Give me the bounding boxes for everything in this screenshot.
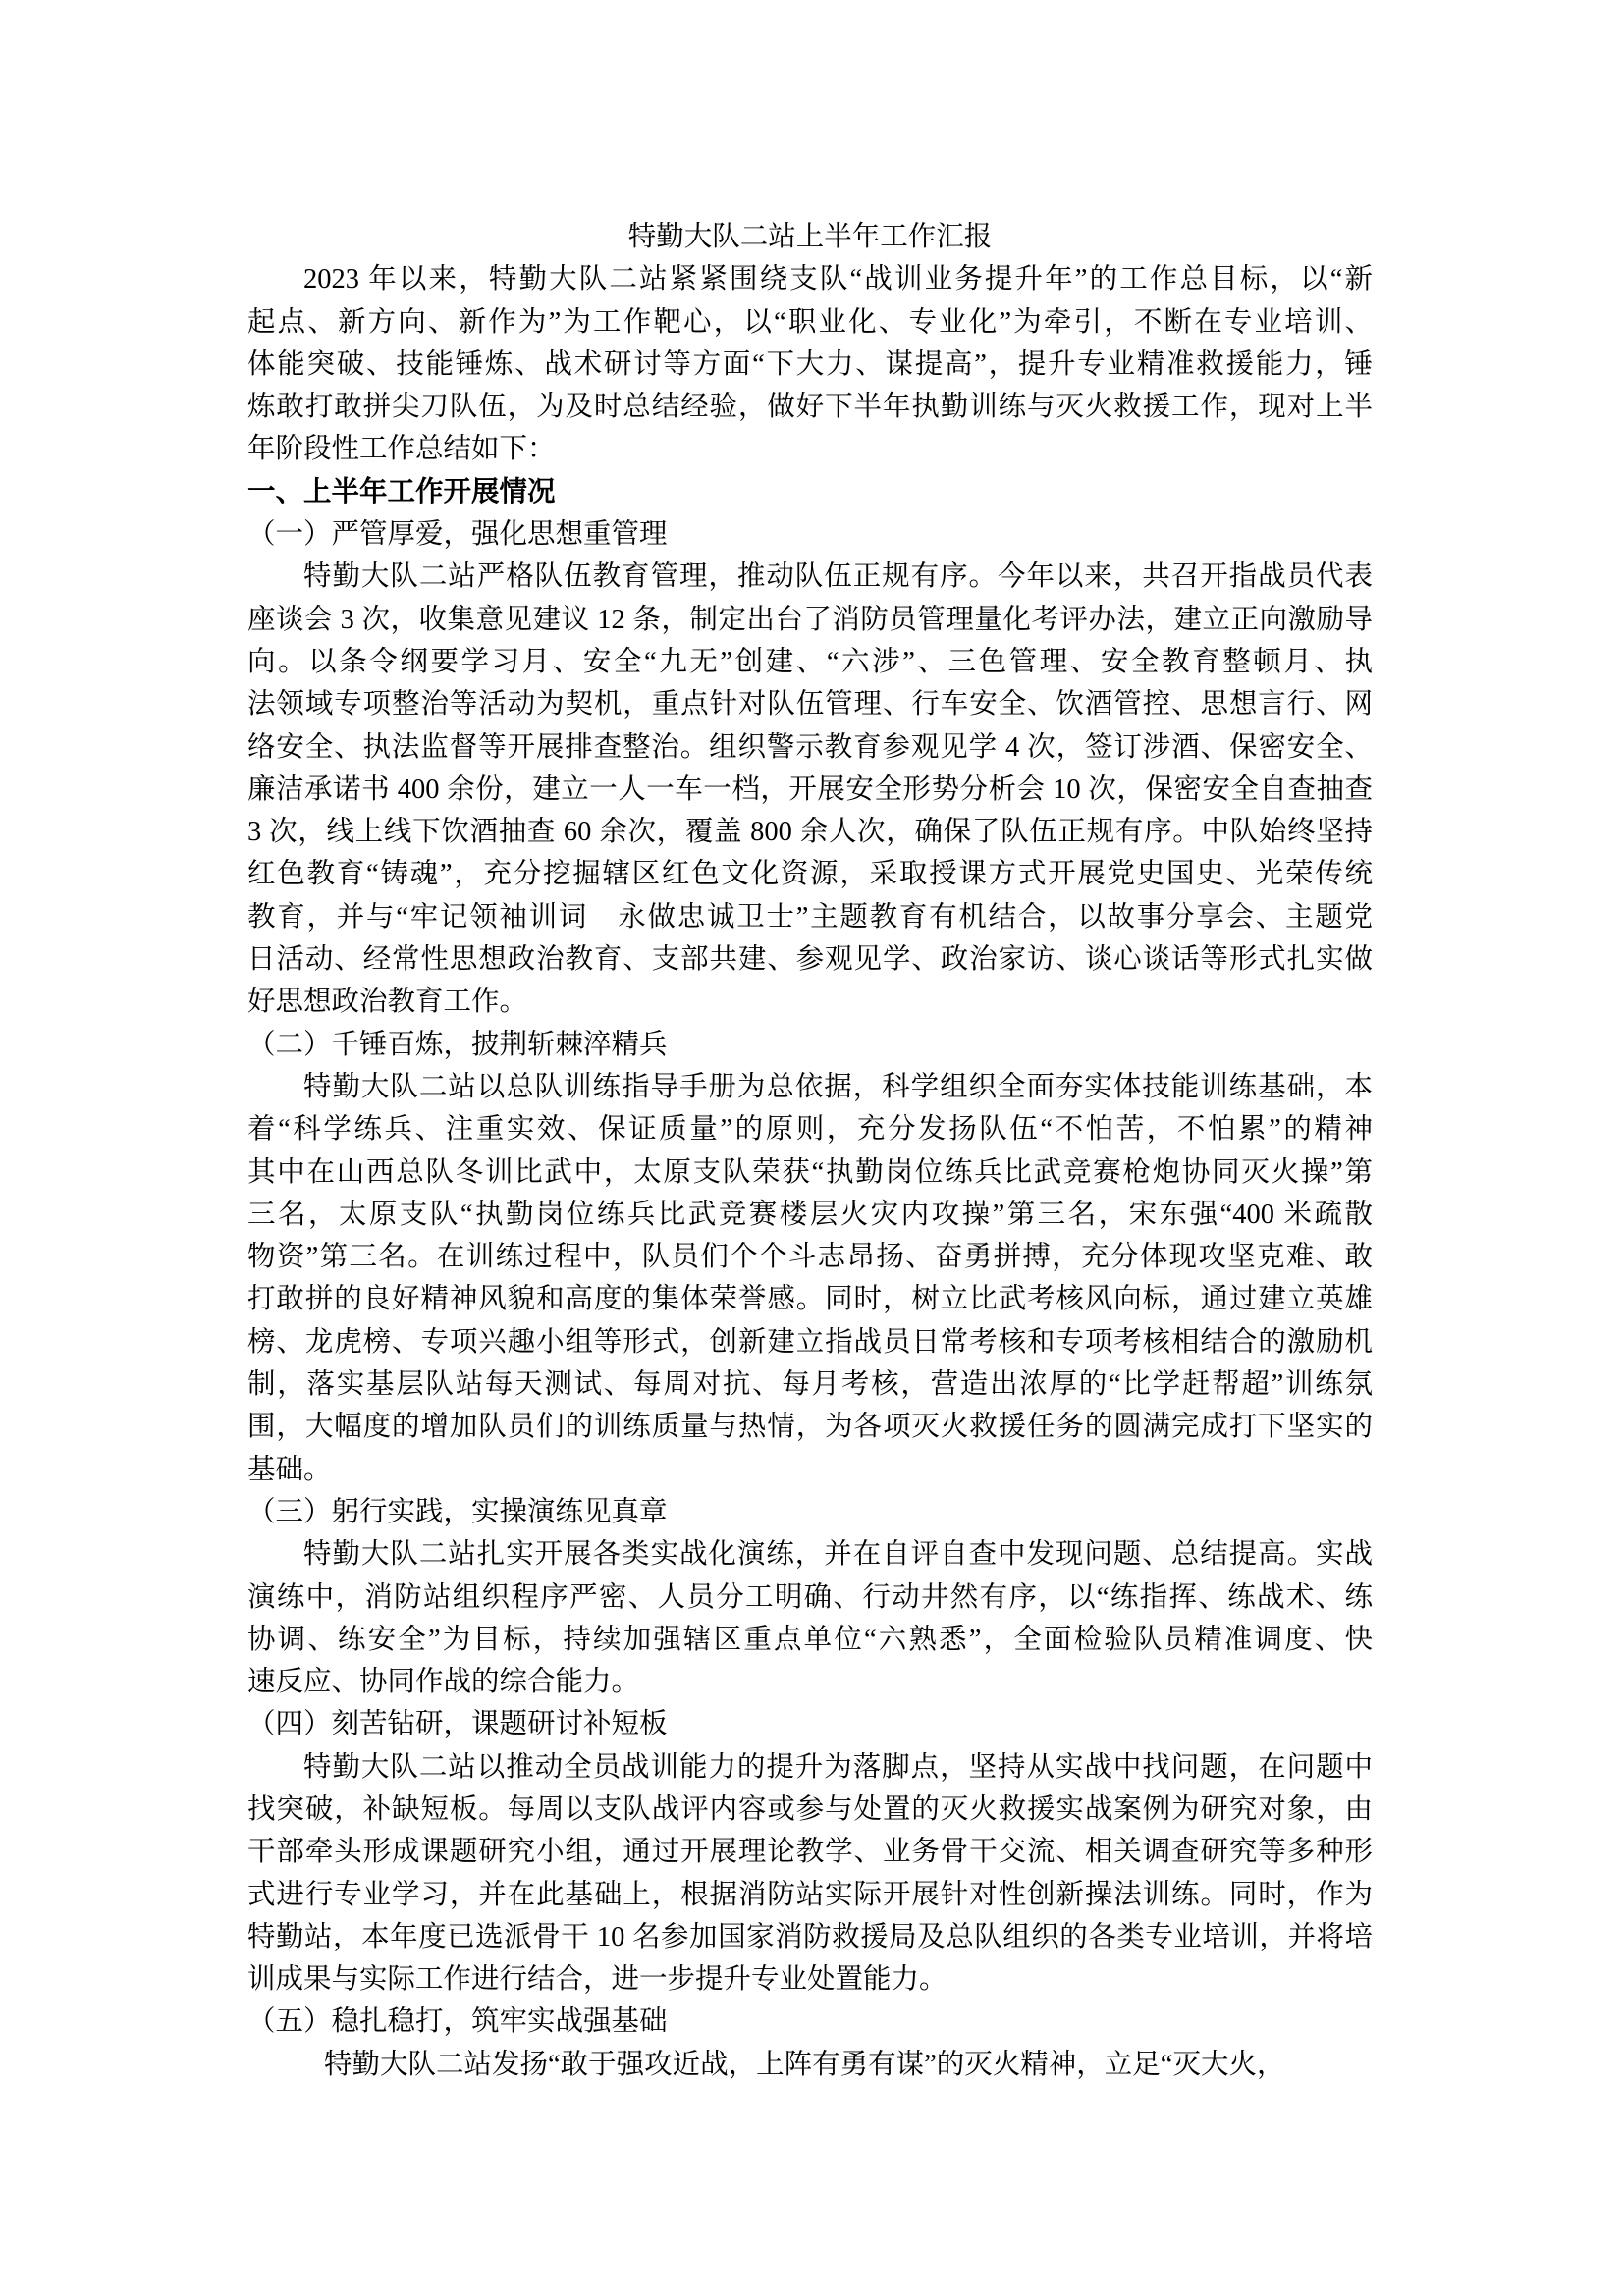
text-line: 协调、练安全”为目标，持续加强辖区重点单位“六熟悉”，全面检验队员精准调度、快: [247, 1624, 1373, 1655]
text-line: 速反应、协同作战的综合能力。: [247, 1667, 640, 1698]
text-line: 炼敢打敢拼尖刀队伍，为及时总结经验，做好下半年执勤训练与灭火救援工作，现对上半: [247, 392, 1373, 423]
text-line: 特勤大队二站扎实开展各类实战化演练，并在自评自查中发现问题、总结提高。实战: [303, 1539, 1373, 1571]
sub-heading: （三）躬行实践，实操演练见真章: [247, 1496, 668, 1527]
text-line: 干部牵头形成课题研究小组，通过开展理论教学、业务骨干交流、相关调查研究等多种形: [247, 1837, 1373, 1868]
text-line: 式进行专业学习，并在此基础上，根据消防站实际开展针对性创新操法训练。同时，作为: [247, 1879, 1373, 1910]
text-line: 座谈会 3 次，收集意见建议 12 条，制定出台了消防员管理量化考评办法，建立正向激励导: [247, 604, 1373, 635]
text-line: 演练中，消防站组织程序严密、人员分工明确、行动井然有序，以“练指挥、练战术、练: [247, 1581, 1373, 1613]
text-line: 特勤大队二站严格队伍教育管理，推动队伍正规有序。今年以来，共召开指战员代表: [303, 561, 1373, 593]
sub-heading: （二）千锤百炼，披荆斩棘淬精兵: [247, 1029, 668, 1060]
text-line: 起点、新方向、新作为”为工作靶心，以“职业化、专业化”为牵引，不断在专业培训、: [247, 306, 1373, 338]
document-title: 特勤大队二站上半年工作汇报: [627, 222, 993, 252]
text-line: 3 次，线上线下饮酒抽查 60 余次，覆盖 800 余人次，确保了队伍正规有序。中队始终坚持: [247, 817, 1373, 848]
text-line: 基础。: [247, 1454, 332, 1485]
text-line: 2023 年以来，特勤大队二站紧紧围绕支队“战训业务提升年”的工作总目标，以“新: [303, 264, 1373, 295]
text-line: 三名，太原支队“执勤岗位练兵比武竞赛楼层火灾内攻操”第三名，宋东强“400 米疏散: [247, 1199, 1373, 1230]
text-line: 物资”第三名。在训练过程中，队员们个个斗志昂扬、奋勇拼搏，充分体现攻坚克难、敢: [247, 1242, 1373, 1273]
text-line: 榜、龙虎榜、专项兴趣小组等形式，创新建立指战员日常考核和专项考核相结合的激励机: [247, 1326, 1373, 1358]
text-line: 围，大幅度的增加队员们的训练质量与热情，为各项灭火救援任务的圆满完成打下坚实的: [247, 1412, 1373, 1443]
text-line: 体能突破、技能锤炼、战术研讨等方面“下大力、谋提高”，提升专业精准救援能力，锤: [247, 348, 1373, 380]
section-heading: 一、上半年工作开展情况: [247, 475, 556, 507]
text-line: 其中在山西总队冬训比武中，太原支队荣获“执勤岗位练兵比武竞赛枪炮协同灭火操”第: [247, 1156, 1373, 1188]
document-body: [247, 216, 1373, 2086]
text-line: 打敢拼的良好精神风貌和高度的集体荣誉感。同时，树立比武考核风向标，通过建立英雄: [247, 1284, 1373, 1315]
text-line: 红色教育“铸魂”，充分挖掘辖区红色文化资源，采取授课方式开展党史国史、光荣传统: [247, 859, 1373, 890]
sub-heading: （五）稳扎稳打，筑牢实战强基础: [247, 2006, 668, 2038]
text-line: 着“科学练兵、注重实效、保证质量”的原则，充分发扬队伍“不怕苦，不怕累”的精神: [247, 1114, 1373, 1146]
text-line: 特勤大队二站发扬“敢于强攻近战，上阵有勇有谋”的灭火精神，立足“灭大火，: [324, 2049, 1285, 2080]
text-line: 找突破，补缺短板。每周以支队战评内容或参与处置的灭火救援实战案例为研究对象，由: [247, 1793, 1373, 1825]
text-line: 法领域专项整治等活动为契机，重点针对队伍管理、行车安全、饮酒管控、思想言行、网: [247, 689, 1373, 721]
text-line: 廉洁承诺书 400 余份，建立一人一车一档，开展安全形势分析会 10 次，保密安全自查抽查: [247, 774, 1373, 805]
text-line: 教育，并与“牢记领袖训词 永做忠诚卫士”主题教育有机结合，以故事分享会、主题党: [247, 901, 1373, 933]
text-line: 制，落实基层队站每天测试、每周对抗、每月考核，营造出浓厚的“比学赶帮超”训练氛: [247, 1369, 1373, 1401]
text-line: 特勤大队二站以推动全员战训能力的提升为落脚点，坚持从实战中找问题，在问题中: [303, 1751, 1373, 1783]
text-line: 好思想政治教育工作。: [247, 987, 528, 1018]
text-line: 特勤大队二站以总队训练指导手册为总依据，科学组织全面夯实体技能训练基础，本: [303, 1071, 1373, 1102]
sub-heading: （四）刻苦钻研，课题研讨补短板: [247, 1709, 668, 1740]
text-line: 向。以条令纲要学习月、安全“九无”创建、“六涉”、三色管理、安全教育整顿月、执: [247, 646, 1373, 677]
text-line: 年阶段性工作总结如下：: [247, 434, 556, 465]
sub-heading: （一）严管厚爱，强化思想重管理: [247, 519, 668, 551]
text-line: 络安全、执法监督等开展排查整治。组织警示教育参观见学 4 次，签订涉酒、保密安全、: [247, 731, 1373, 763]
text-line: 日活动、经常性思想政治教育、支部共建、参观见学、政治家访、谈心谈话等形式扎实做: [247, 944, 1373, 976]
text-line: 特勤站，本年度已选派骨干 10 名参加国家消防救援局及总队组织的各类专业培训，并将培: [247, 1921, 1373, 1952]
text-line: 训成果与实际工作进行结合，进一步提升专业处置能力。: [247, 1964, 947, 1996]
